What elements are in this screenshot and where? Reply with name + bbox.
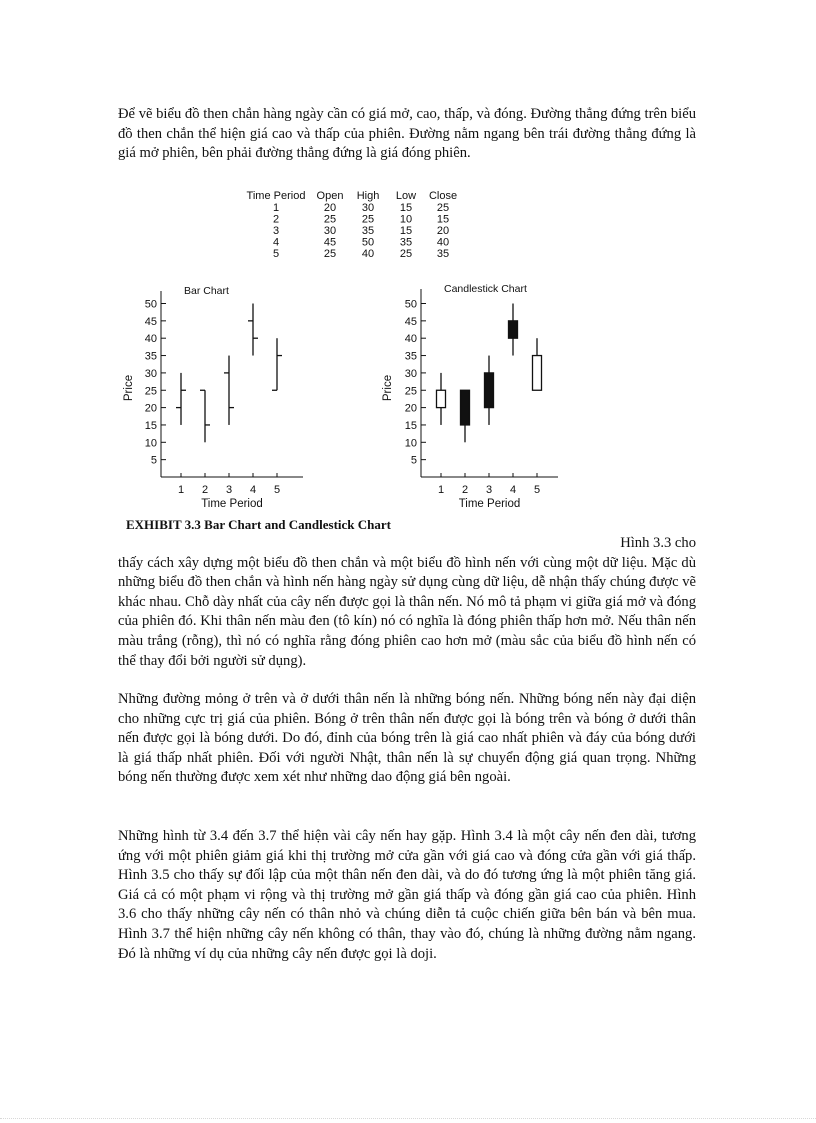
y-tick-label-40: 40 — [404, 333, 417, 346]
paragraph-2-body: thấy cách xây dựng một biểu đồ then chắn và một biểu đồ hình nến với cùng một dữ liệu. Mặc dù những biểu đồ then chắn và hình nến hàng ngày sử dụng cùng dữ liệu, dễ nhận thấy chúng được vẽ khác nhau. Chỗ dày nhất của cây nến được gọi là thân nến. Nó mô tả phạm vi giữa giá mở và đóng của phiên đó. Khi thân nến màu đen (tô kín) nó có nghĩa là đóng phiên thấp hơn mở. Nếu thân nến màu trắng (rỗng), thì nó có nghĩa rằng đóng phiên cao hơn mở (màu sắc của biểu đồ hình nến có thể thay đổi bởi người sử dụng). — [118, 554, 696, 669]
exhibit-figure — [118, 183, 541, 533]
x-tick-label-2: 2 — [461, 484, 469, 496]
table-cell-r2-c3: 15 — [399, 225, 413, 237]
table-cell-r0-c1: 20 — [323, 202, 337, 214]
y-tick-label-15: 15 — [144, 419, 157, 432]
table-cell-r4-c2: 40 — [361, 248, 375, 260]
table-cell-r4-c3: 25 — [399, 248, 413, 260]
y-tick-label-45: 45 — [144, 315, 157, 328]
paragraph-2-lead: Hình 3.3 cho — [620, 535, 696, 551]
table-cell-r3-c4: 40 — [436, 236, 450, 249]
y-tick-label-5: 5 — [150, 454, 157, 467]
y-tick-label-15: 15 — [404, 419, 417, 432]
x-tick-label-5: 5 — [533, 484, 541, 496]
candle-body-2 — [461, 390, 470, 425]
table-cell-r2-c2: 35 — [361, 225, 375, 237]
y-tick-label-20: 20 — [144, 402, 157, 415]
table-cell-r0-c0: 1 — [272, 202, 280, 214]
x-tick-label-1: 1 — [177, 484, 185, 496]
table-cell-r2-c0: 3 — [272, 225, 280, 237]
y-tick-label-35: 35 — [144, 350, 157, 363]
table-cell-r1-c3: 10 — [399, 213, 413, 226]
table-cell-r0-c2: 30 — [361, 202, 375, 214]
table-header-0: Time Period — [246, 190, 306, 202]
y-tick-label-25: 25 — [144, 385, 157, 398]
y-tick-label-10: 10 — [144, 437, 157, 450]
candle-body-1 — [437, 390, 446, 407]
table-header-4: Close — [428, 190, 458, 202]
paragraph-2 — [118, 534, 696, 671]
y-tick-label-45: 45 — [404, 315, 417, 328]
table-cell-r1-c1: 25 — [323, 213, 337, 226]
y-tick-label-30: 30 — [404, 367, 417, 380]
paragraph-3: Những đường mỏng ở trên và ở dưới thân nến là những bóng nến. Những bóng nến này đại diện cho những cực trị giá của phiên. Bóng ở trên thân nến được gọi là bóng trên và bóng ở dưới thân nến được gọi là bóng dưới. Do đó, đỉnh của bóng trên là giá cao nhất phiên và đáy của bóng dưới là giá thấp nhất phiên. Đối với người Nhật, thân nến là sự chuyển động giá quan trọng. Những bóng nến thường được xem xét như những dao động giá bên ngoài. — [118, 691, 696, 786]
x-tick-label-2: 2 — [201, 484, 209, 496]
table-cell-r3-c1: 45 — [323, 236, 337, 249]
chart-title: Bar Chart — [184, 285, 229, 297]
x-tick-label-3: 3 — [225, 484, 233, 496]
y-tick-label-25: 25 — [404, 385, 417, 398]
table-cell-r1-c2: 25 — [361, 213, 375, 226]
y-tick-label-40: 40 — [144, 333, 157, 346]
x-tick-label-4: 4 — [509, 484, 517, 496]
y-tick-label-5: 5 — [410, 454, 417, 467]
candle-body-4 — [509, 321, 518, 338]
x-tick-label-4: 4 — [249, 484, 257, 496]
y-tick-label-35: 35 — [404, 350, 417, 363]
candlestick-chart — [382, 283, 558, 510]
candle-body-5 — [533, 356, 542, 391]
x-tick-label-5: 5 — [273, 484, 281, 496]
exhibit-caption: EXHIBIT 3.3 Bar Chart and Candlestick Chart — [126, 517, 391, 532]
table-cell-r4-c4: 35 — [436, 248, 450, 260]
table-header-1: Open — [316, 190, 344, 202]
table-cell-r3-c2: 50 — [361, 236, 375, 249]
y-tick-label-50: 50 — [144, 298, 157, 311]
x-axis-label: Time Period — [458, 498, 521, 510]
ohlc-data-table — [247, 190, 458, 260]
candle-body-3 — [485, 373, 494, 408]
table-cell-r4-c1: 25 — [323, 248, 337, 260]
intro-paragraph: Để vẽ biểu đồ then chắn hàng ngày cần có giá mở, cao, thấp, và đóng. Đường thẳng đứng trên biểu đồ then chắn thể hiện giá cao và thấp của phiên. Đường nằm ngang bên trái đường thẳng đứng là giá mở phiên, bên phải đường thẳng đứng là giá đóng phiên. — [118, 106, 696, 162]
table-cell-r1-c4: 15 — [436, 213, 450, 226]
table-header-2: High — [356, 190, 380, 202]
bar-chart — [123, 285, 303, 510]
y-tick-label-10: 10 — [404, 437, 417, 450]
table-cell-r2-c1: 30 — [323, 225, 337, 237]
table-cell-r2-c4: 20 — [436, 225, 450, 237]
paragraph-4: Những hình từ 3.4 đến 3.7 thể hiện vài cây nến hay gặp. Hình 3.4 là một cây nến đen dài, tương ứng với một phiên giảm giá khi thị trường mở cửa gần với giá cao và đóng cửa gần với giá thấp. Hình 3.5 cho thấy sự đối lập của một thân nến đen dài, và do đó tương ứng là một phiên tăng giá. Giá cả có một phạm vi rộng và thị trường mở gần giá thấp và đóng gần giá cao của phiên. Hình 3.6 cho thấy những cây nến có thân nhỏ và chúng diễn tả cuộc chiến giữa bên bán và bên mua. Hình 3.7 thể hiện những cây nến không có thân, thay vào đó, chúng là những đường nằm ngang. Đó là những ví dụ của những cây nến được gọi là doji. — [118, 828, 696, 962]
chart-title: Candlestick Chart — [444, 283, 527, 295]
y-tick-label-30: 30 — [144, 367, 157, 380]
y-axis-label: Price — [382, 374, 394, 402]
page-bottom-border — [0, 1118, 816, 1119]
table-cell-r0-c3: 15 — [399, 202, 413, 214]
table-cell-r3-c0: 4 — [272, 236, 280, 249]
x-tick-label-1: 1 — [437, 484, 445, 496]
x-tick-label-3: 3 — [485, 484, 493, 496]
table-cell-r3-c3: 35 — [399, 236, 413, 249]
table-cell-r4-c0: 5 — [272, 248, 280, 260]
table-header-3: Low — [395, 190, 417, 202]
table-cell-r1-c0: 2 — [272, 213, 280, 226]
x-axis-label: Time Period — [201, 498, 263, 510]
y-axis-label: Price — [123, 374, 135, 402]
y-tick-label-50: 50 — [404, 298, 417, 311]
y-tick-label-20: 20 — [404, 402, 417, 415]
table-cell-r0-c4: 25 — [436, 202, 450, 214]
